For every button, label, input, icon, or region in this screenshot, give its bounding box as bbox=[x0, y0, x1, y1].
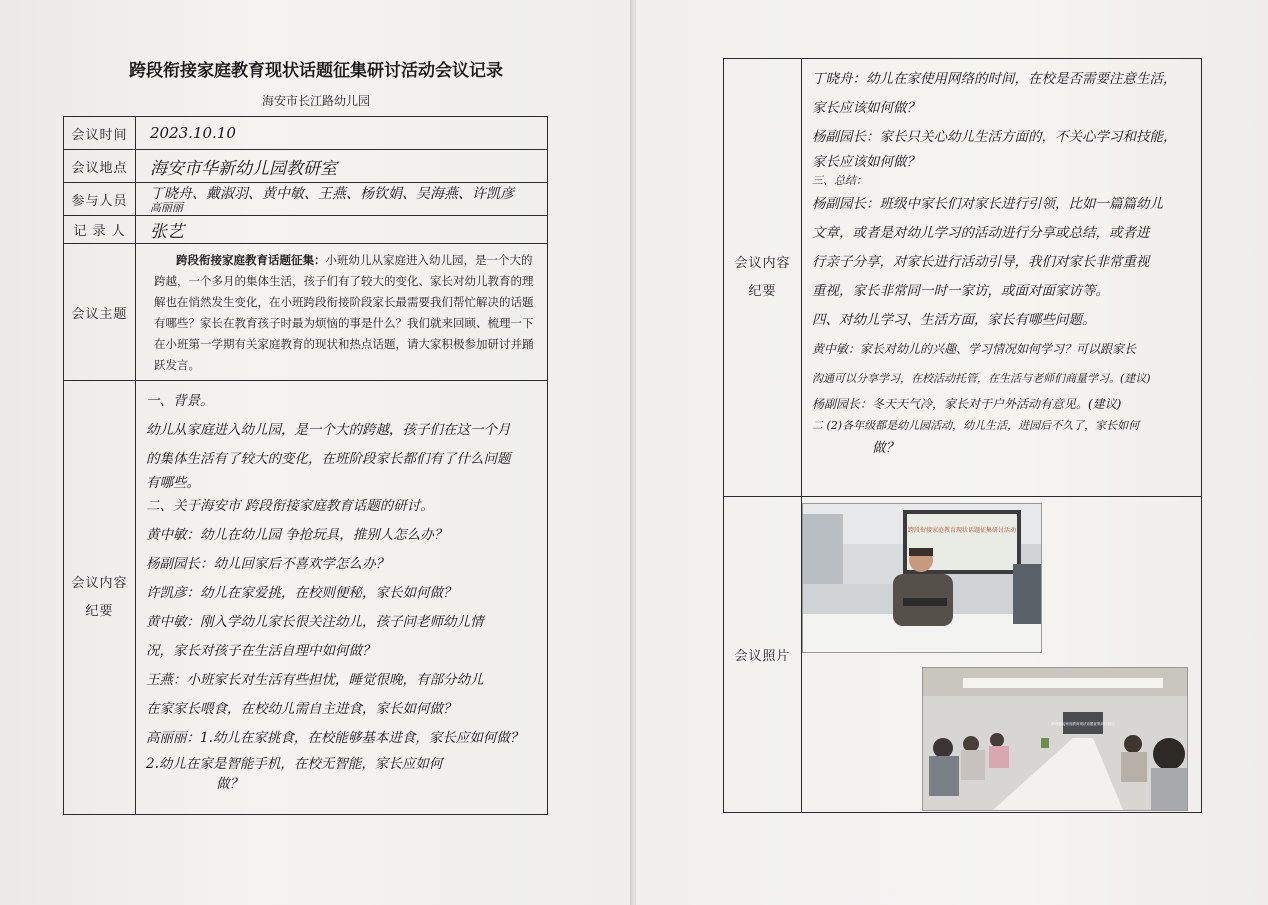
document-title: 跨段衔接家庭教育现状话题征集研讨活动会议记录 bbox=[129, 61, 503, 81]
row-notes bbox=[64, 381, 548, 815]
note-line: 一、背景。 bbox=[146, 393, 214, 409]
note-line: 重视，家长非常同一时一家访，或面对面家访等。 bbox=[812, 283, 1109, 299]
notes-label-line1: 会议内容 bbox=[71, 575, 128, 591]
note-line: 的集体生活有了较大的变化，在班阶段家长都们有了什么问题 bbox=[146, 451, 511, 467]
meeting-photo-2-image bbox=[923, 668, 1187, 810]
note-line: 高丽丽：1.幼儿在家挑食，在校能够基本进食，家长应如何做？ bbox=[146, 730, 524, 746]
photo-1-banner: 跨段衔接家庭教育现状话题征集研讨活动 bbox=[907, 527, 1017, 534]
right-page bbox=[636, 0, 1268, 905]
notes-label-line2: 纪要 bbox=[85, 603, 114, 619]
note-line: 文章，或者是对幼儿学习的活动进行分享或总结，或者进 bbox=[812, 225, 1150, 241]
people-value bbox=[136, 183, 548, 216]
note-line: 做？ bbox=[216, 776, 243, 792]
topic-label: 会议主题 bbox=[64, 244, 136, 381]
note-line: 杨副园长：冬天天气冷，家长对于户外活动有意见。(建议) bbox=[812, 397, 1122, 411]
meeting-photo-1-image bbox=[803, 504, 1041, 652]
record-table-right bbox=[723, 58, 1202, 813]
note-line: 许凯彦：幼儿在家爱挑，在校则便秘，家长如何做？ bbox=[146, 585, 457, 601]
recorder-value: 张艺 bbox=[136, 216, 548, 244]
row-place bbox=[64, 150, 548, 183]
photo-2-banner: 跨段衔接家庭教育现状话题征集研讨活动 bbox=[1051, 722, 1115, 726]
place-value: 海安市华新幼儿园教研室 bbox=[136, 150, 548, 183]
row-recorder bbox=[64, 216, 548, 244]
notes-content-right bbox=[802, 59, 1202, 497]
note-line: 杨副园长：幼儿回家后不喜欢学怎么办？ bbox=[146, 556, 389, 572]
note-line: 黄中敏：刚入学幼儿家长很关注幼儿，孩子问老师幼儿情 bbox=[146, 614, 484, 630]
row-people bbox=[64, 183, 548, 216]
notes-label-line2: 纪要 bbox=[748, 283, 777, 299]
people-label: 参与人员 bbox=[64, 183, 136, 216]
row-time bbox=[64, 117, 548, 150]
topic-text: 小班幼儿从家庭进入幼儿园，是一个大的跨越，一个多月的集体生活，孩子们有了较大的变化、家长对幼儿教育的理解也在悄然发生变化，在小班跨段衔接阶段家长最需要我们帮忙解决的话题有哪些？家长在教育孩子时最为烦恼的事是什么？我们就来回顾、梳理一下在小班第一学期有关家庭教育的现状和热点话题，请大家积极参加研讨并踊跃发言。 bbox=[154, 253, 534, 372]
row-notes-right bbox=[724, 59, 1202, 497]
time-value: 2023.10.10 bbox=[136, 117, 548, 150]
note-line: 况，家长对孩子在生活自理中如何做？ bbox=[146, 643, 376, 659]
note-line: 二、关于海安市 跨段衔接家庭教育话题的研讨。 bbox=[146, 498, 434, 514]
photo-cell bbox=[802, 497, 1202, 813]
notes-label-line1: 会议内容 bbox=[734, 255, 791, 271]
note-line: 在家家长喂食，在校幼儿需自主进食，家长如何做？ bbox=[146, 701, 457, 717]
document-subtitle: 海安市长江路幼儿园 bbox=[261, 94, 370, 108]
note-line: 有哪些。 bbox=[146, 475, 200, 491]
note-line: 2.幼儿在家是智能手机，在校无智能，家长应如何 bbox=[146, 756, 443, 772]
note-line: 黄中敏：家长对幼儿的兴趣、学习情况如何学习？可以跟家长 bbox=[812, 342, 1137, 356]
notes-content-left bbox=[136, 381, 548, 815]
note-line: 三、总结： bbox=[812, 174, 867, 187]
note-line: 家长应该如何做？ bbox=[812, 100, 920, 116]
place-label: 会议地点 bbox=[64, 150, 136, 183]
topic-lead: 跨段衔接家庭教育话题征集： bbox=[176, 253, 326, 267]
note-line: 四、对幼儿学习、生活方面，家长有哪些问题。 bbox=[812, 312, 1096, 328]
note-line: 二 (2)各年级都是幼儿园活动，幼儿生活，进园后不久了，家长如何 bbox=[812, 419, 1140, 432]
people-line-2: 高丽丽 bbox=[150, 200, 183, 214]
note-line: 沟通可以分享学习，在校活动托管，在生活与老师们商量学习。(建议) bbox=[812, 372, 1151, 385]
time-label: 会议时间 bbox=[64, 117, 136, 150]
notes-label-right bbox=[724, 59, 802, 497]
people-line-1: 丁晓舟、戴淑羽、黄中敏、王燕、杨钦娟、吴海燕、许凯彦 bbox=[150, 185, 514, 202]
meeting-photo-1 bbox=[802, 503, 1042, 653]
row-topic bbox=[64, 244, 548, 381]
record-table-left bbox=[63, 116, 548, 815]
note-line: 幼儿从家庭进入幼儿园，是一个大的跨越，孩子们在这一个月 bbox=[146, 422, 511, 438]
topic-content bbox=[136, 244, 548, 381]
note-line: 杨副园长：家长只关心幼儿生活方面的，不关心学习和技能， bbox=[812, 129, 1177, 145]
recorder-label: 记 录 人 bbox=[64, 216, 136, 244]
left-page bbox=[0, 0, 632, 905]
note-line: 王燕：小班家长对生活有些担忧，睡觉很晚，有部分幼儿 bbox=[146, 672, 484, 688]
note-line: 家长应该如何做？ bbox=[812, 154, 920, 170]
photo-label: 会议照片 bbox=[724, 497, 802, 813]
note-line: 行亲子分享，对家长进行活动引导，我们对家长非常重视 bbox=[812, 254, 1150, 270]
row-photos bbox=[724, 497, 1202, 813]
note-line: 黄中敏：幼儿在幼儿园 争抢玩具，推别人怎么办？ bbox=[146, 527, 448, 543]
note-line: 杨副园长：班级中家长们对家长进行引领，比如一篇篇幼儿 bbox=[812, 196, 1163, 212]
notes-label bbox=[64, 381, 136, 815]
note-line: 做？ bbox=[872, 440, 899, 456]
meeting-photo-2 bbox=[922, 667, 1188, 811]
note-line: 丁晓舟：幼儿在家使用网络的时间，在校是否需要注意生活， bbox=[812, 71, 1177, 87]
